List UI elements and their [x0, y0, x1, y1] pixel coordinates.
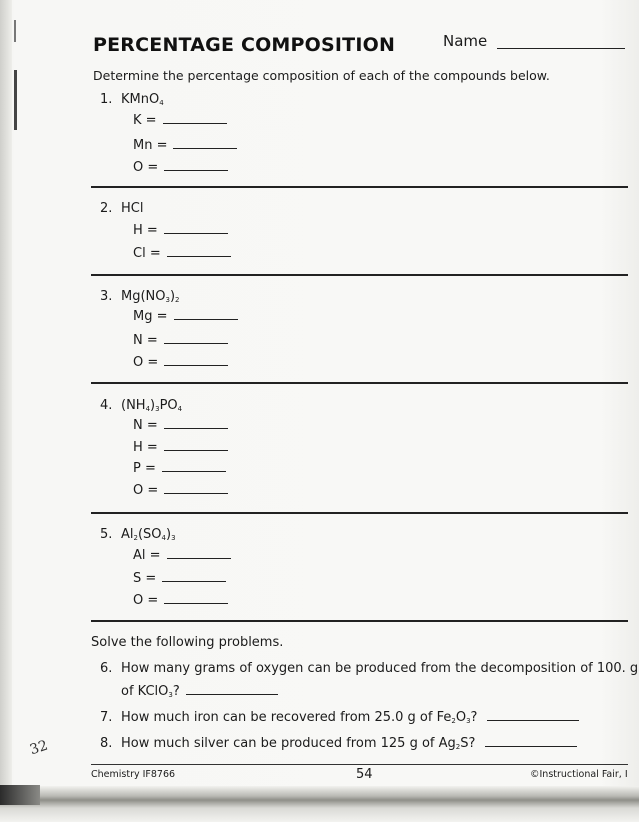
- answer-blank[interactable]: [163, 113, 227, 124]
- answer-blank[interactable]: [167, 548, 231, 559]
- footer-publisher: ©Instructional Fair, I: [530, 769, 628, 780]
- problem-text: How many grams of oxygen can be produced from the decomposition of 100. g: [121, 661, 639, 676]
- scan-mark: [14, 70, 17, 130]
- problems-heading: Solve the following problems.: [91, 635, 284, 650]
- section-divider: [91, 274, 628, 276]
- footer-book-id: Chemistry IF8766: [91, 769, 176, 780]
- compound-number: 1.: [100, 92, 113, 107]
- section-divider: [91, 186, 628, 188]
- compound-formula: HCl: [121, 201, 144, 216]
- problem-number: 8.: [100, 736, 113, 751]
- compound-formula: $(NH_4)_3PO_4$: [121, 398, 183, 413]
- name-field-line[interactable]: [497, 48, 625, 49]
- instructions: Determine the percentage composition of each of the compounds below.: [93, 68, 550, 83]
- answer-blank[interactable]: [164, 418, 228, 429]
- element-line: Mn =: [133, 138, 237, 153]
- element-line: O =: [133, 355, 228, 370]
- answer-blank[interactable]: [487, 710, 579, 721]
- answer-blank[interactable]: [167, 246, 231, 257]
- scan-mark: [14, 20, 16, 42]
- compound-formula: $Mg(NO_3)_2$: [121, 289, 180, 304]
- answer-blank[interactable]: [174, 309, 238, 320]
- element-line: H =: [133, 223, 228, 238]
- compound-number: 4.: [100, 398, 113, 413]
- element-line: Al =: [133, 548, 231, 563]
- element-line: O =: [133, 483, 228, 498]
- element-line: P =: [133, 461, 226, 476]
- element-line: H =: [133, 440, 228, 455]
- element-line: Mg =: [133, 309, 238, 324]
- scan-corner-shadow: [0, 785, 40, 805]
- problem-number: 7.: [100, 710, 113, 725]
- compound-number: 5.: [100, 527, 113, 542]
- answer-blank[interactable]: [164, 355, 228, 366]
- problem-text: How much iron can be recovered from 25.0 g of $Fe_2O_3$?: [121, 710, 579, 725]
- answer-blank[interactable]: [186, 684, 278, 695]
- problem-text: How much silver can be produced from 125 g of $Ag_2S$?: [121, 736, 577, 751]
- answer-blank[interactable]: [164, 223, 228, 234]
- answer-blank[interactable]: [164, 160, 228, 171]
- handwritten-note: 32: [27, 737, 50, 759]
- section-divider: [91, 620, 628, 622]
- section-divider: [91, 382, 628, 384]
- footer-rule: [91, 764, 628, 765]
- element-line: O =: [133, 593, 228, 608]
- problem-text: of KClO$_3$?: [121, 684, 278, 699]
- answer-blank[interactable]: [164, 593, 228, 604]
- section-divider: [91, 512, 628, 514]
- element-line: S =: [133, 571, 226, 586]
- name-label: Name: [443, 32, 488, 50]
- compound-number: 2.: [100, 201, 113, 216]
- compound-number: 3.: [100, 289, 113, 304]
- element-line: Cl =: [133, 246, 231, 261]
- compound-formula: $Al_2(SO_4)_3$: [121, 527, 176, 542]
- answer-blank[interactable]: [164, 483, 228, 494]
- element-line: O =: [133, 160, 228, 175]
- scan-left-edge: [0, 0, 12, 822]
- element-line: N =: [133, 333, 228, 348]
- answer-blank[interactable]: [164, 440, 228, 451]
- answer-blank[interactable]: [162, 461, 226, 472]
- page-number: 54: [356, 767, 373, 782]
- compound-formula: KMnO$_4$: [121, 92, 164, 107]
- answer-blank[interactable]: [164, 333, 228, 344]
- answer-blank[interactable]: [485, 736, 577, 747]
- problem-number: 6.: [100, 661, 113, 676]
- element-line: K =: [133, 113, 227, 128]
- element-line: N =: [133, 418, 228, 433]
- answer-blank[interactable]: [162, 571, 226, 582]
- answer-blank[interactable]: [173, 138, 237, 149]
- scan-bottom-shadow: [0, 786, 639, 822]
- page-title: PERCENTAGE COMPOSITION: [93, 34, 396, 56]
